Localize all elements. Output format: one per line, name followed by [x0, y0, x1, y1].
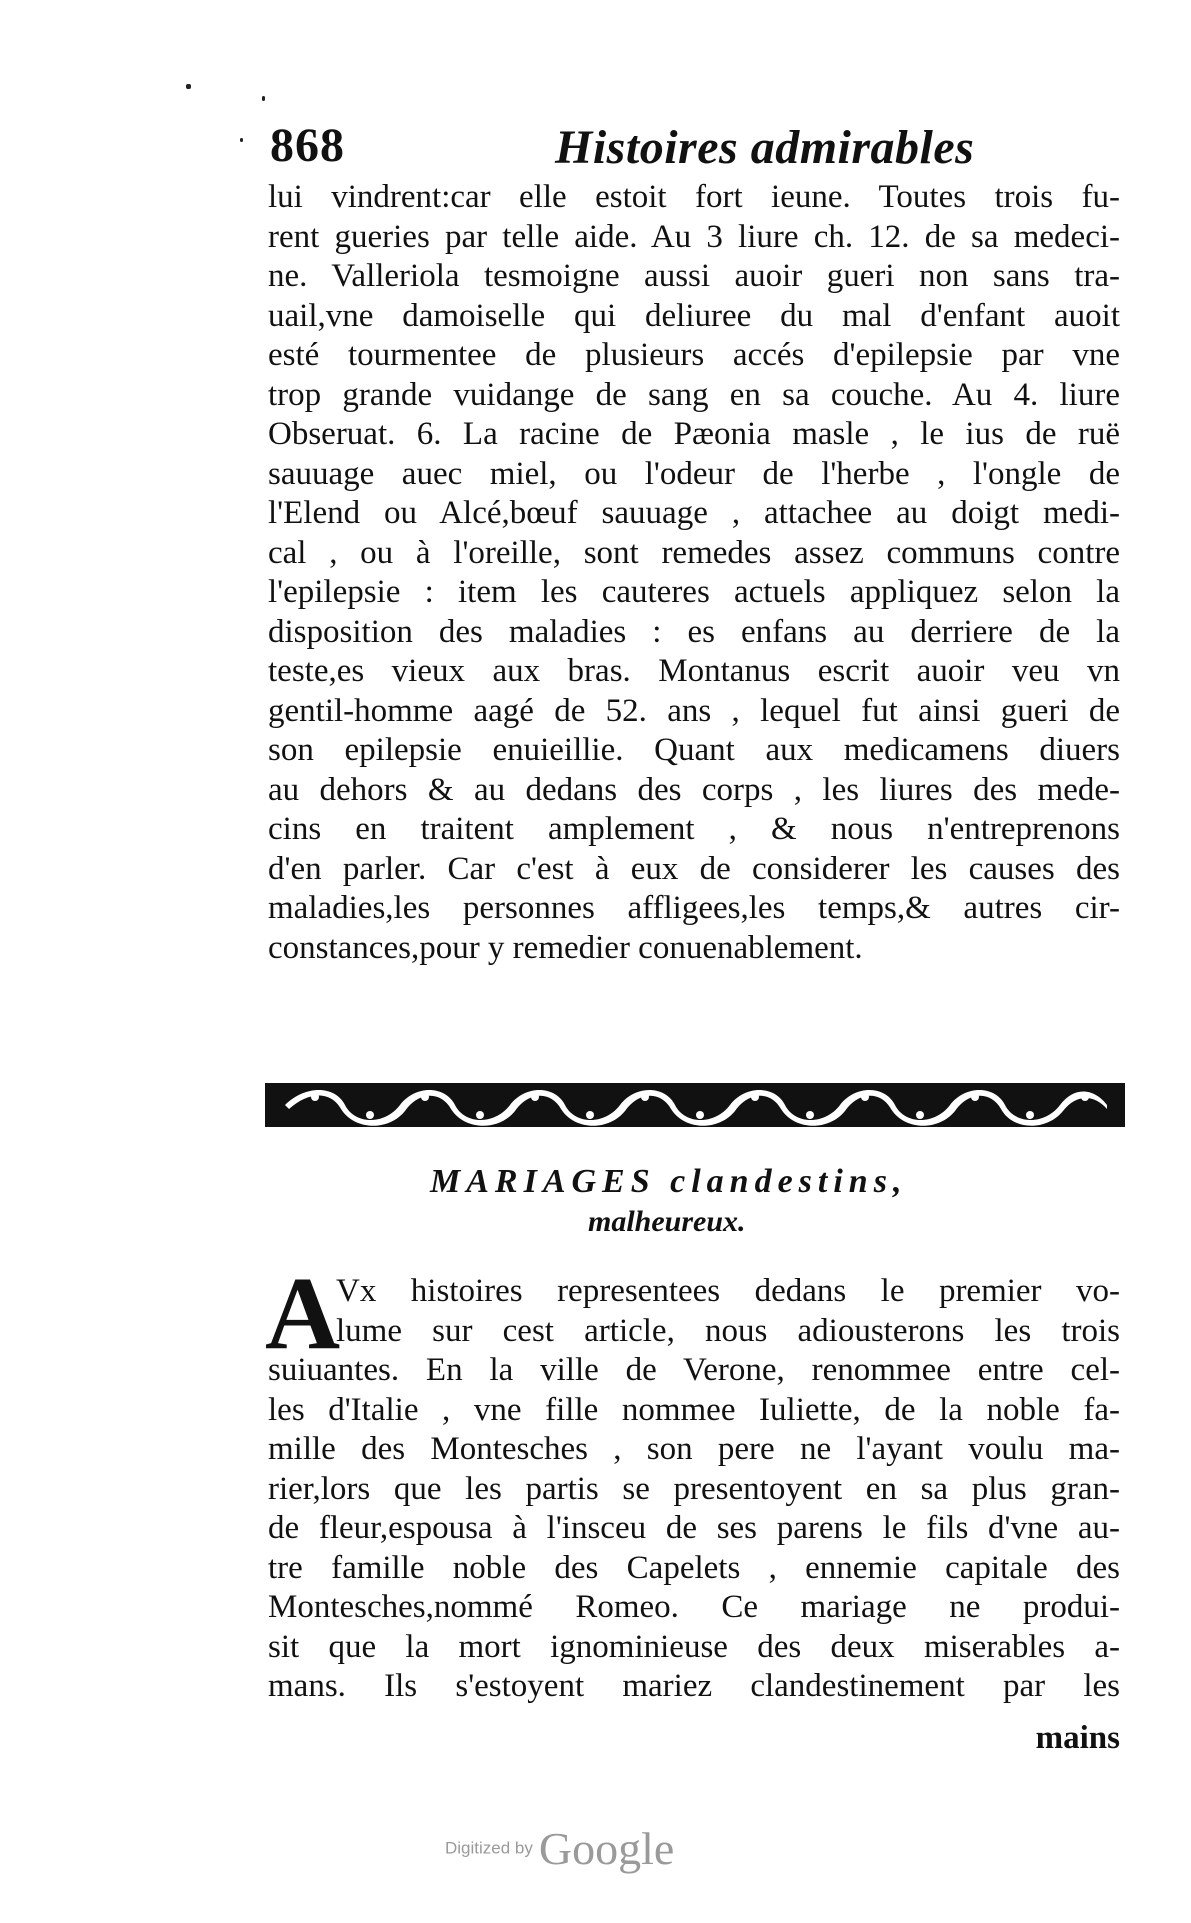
text-line: suiuantes. En la ville de Verone, renommee entre cel- [268, 1352, 1120, 1388]
ornament-scroll-graphic [265, 1075, 1125, 1135]
text-line: lume sur cest article, nous adiousterons les trois [336, 1312, 1120, 1349]
text-line: constances,pour y remedier conuenablement. [268, 929, 863, 966]
text-line: les d'Italie , vne fille nommee Iuliette, de la noble fa- [268, 1391, 1120, 1428]
running-title: Histoires admirables [555, 121, 975, 174]
text-line: sit que la mort ignominieuse des deux miserables a- [268, 1628, 1120, 1665]
text-line: son epilepsie enuieillie. Quant aux medicamens diuers [268, 732, 1120, 768]
section-text-block [268, 1272, 1120, 1707]
text-line: d'en parler. Car c'est à eux de considerer les causes des [268, 850, 1120, 887]
speck-mark [186, 84, 191, 89]
text-line: mille des Montesches , son pere ne l'ayant voulu ma- [268, 1431, 1120, 1467]
text-line: esté tourmentee de plusieurs accés d'epilepsie par vne [268, 337, 1120, 373]
text-line: l'Elend ou Alcé,bœuf sauuage , attachee au doigt medi- [268, 495, 1120, 531]
text-line: au dehors & au dedans des corps , les liures des mede- [268, 771, 1120, 808]
section-title: MARIAGES clandestins, [430, 1163, 908, 1200]
text-line: trop grande vuidange de sang en sa couche. Au 4. liure [268, 376, 1120, 413]
text-line: teste,es vieux aux bras. Montanus escrit auoir veu vn [268, 653, 1120, 689]
text-line: tre famille noble des Capelets , ennemie capitale des [268, 1549, 1120, 1586]
text-line: ne. Valleriola tesmoigne aussi auoir gueri non sans tra- [268, 258, 1120, 294]
speck-mark [262, 96, 265, 101]
text-line: maladies,les personnes affligees,les temps,& autres cir- [268, 890, 1120, 926]
digitized-watermark [445, 1822, 674, 1875]
page-header [270, 118, 1120, 182]
section-subtitle: malheureux. [588, 1205, 746, 1238]
speck-mark [240, 138, 243, 142]
text-line: l'epilepsie : item les cauteres actuels appliquez selon la [268, 574, 1120, 610]
page-number: 868 [270, 119, 345, 172]
drop-cap: A [265, 1256, 341, 1371]
ornamental-band [265, 1075, 1125, 1135]
watermark-prefix: Digitized by [445, 1838, 533, 1858]
catchword: mains [1035, 1720, 1120, 1756]
top-text-block [268, 178, 1120, 968]
text-line: Montesches,nommé Romeo. Ce mariage ne produi- [268, 1589, 1120, 1625]
text-line: rier,lors que les partis se presentoyent en sa plus gran- [268, 1470, 1120, 1507]
text-line: Obseruat. 6. La racine de Pæonia masle , le ius de ruë [268, 416, 1120, 452]
text-line: cins en traitent amplement , & nous n'entreprenons [268, 811, 1120, 847]
text-line: sauuage auec miel, ou l'odeur de l'herbe , l'ongle de [268, 455, 1120, 492]
text-line: rent gueries par telle aide. Au 3 liure ch. 12. de sa medeci- [268, 218, 1120, 255]
text-line: gentil-homme aagé de 52. ans , lequel fut ainsi gueri de [268, 692, 1120, 729]
catchword-line [268, 1719, 1120, 1759]
text-line: Vx histoires representees dedans le premier vo- [336, 1273, 1120, 1309]
text-line: mans. Ils s'estoyent mariez clandestinement par les [268, 1668, 1120, 1704]
text-line: disposition des maladies : es enfans au derriere de la [268, 613, 1120, 650]
text-line: uail,vne damoiselle qui deliuree du mal d'enfant auoit [268, 297, 1120, 334]
text-line: cal , ou à l'oreille, sont remedes assez communs contre [268, 534, 1120, 571]
text-line: lui vindrent:car elle estoit fort ieune. Toutes trois fu- [268, 179, 1120, 215]
text-line: de fleur,espousa à l'insceu de ses parens le fils d'vne au- [268, 1510, 1120, 1546]
watermark-brand: Google [538, 1823, 675, 1874]
